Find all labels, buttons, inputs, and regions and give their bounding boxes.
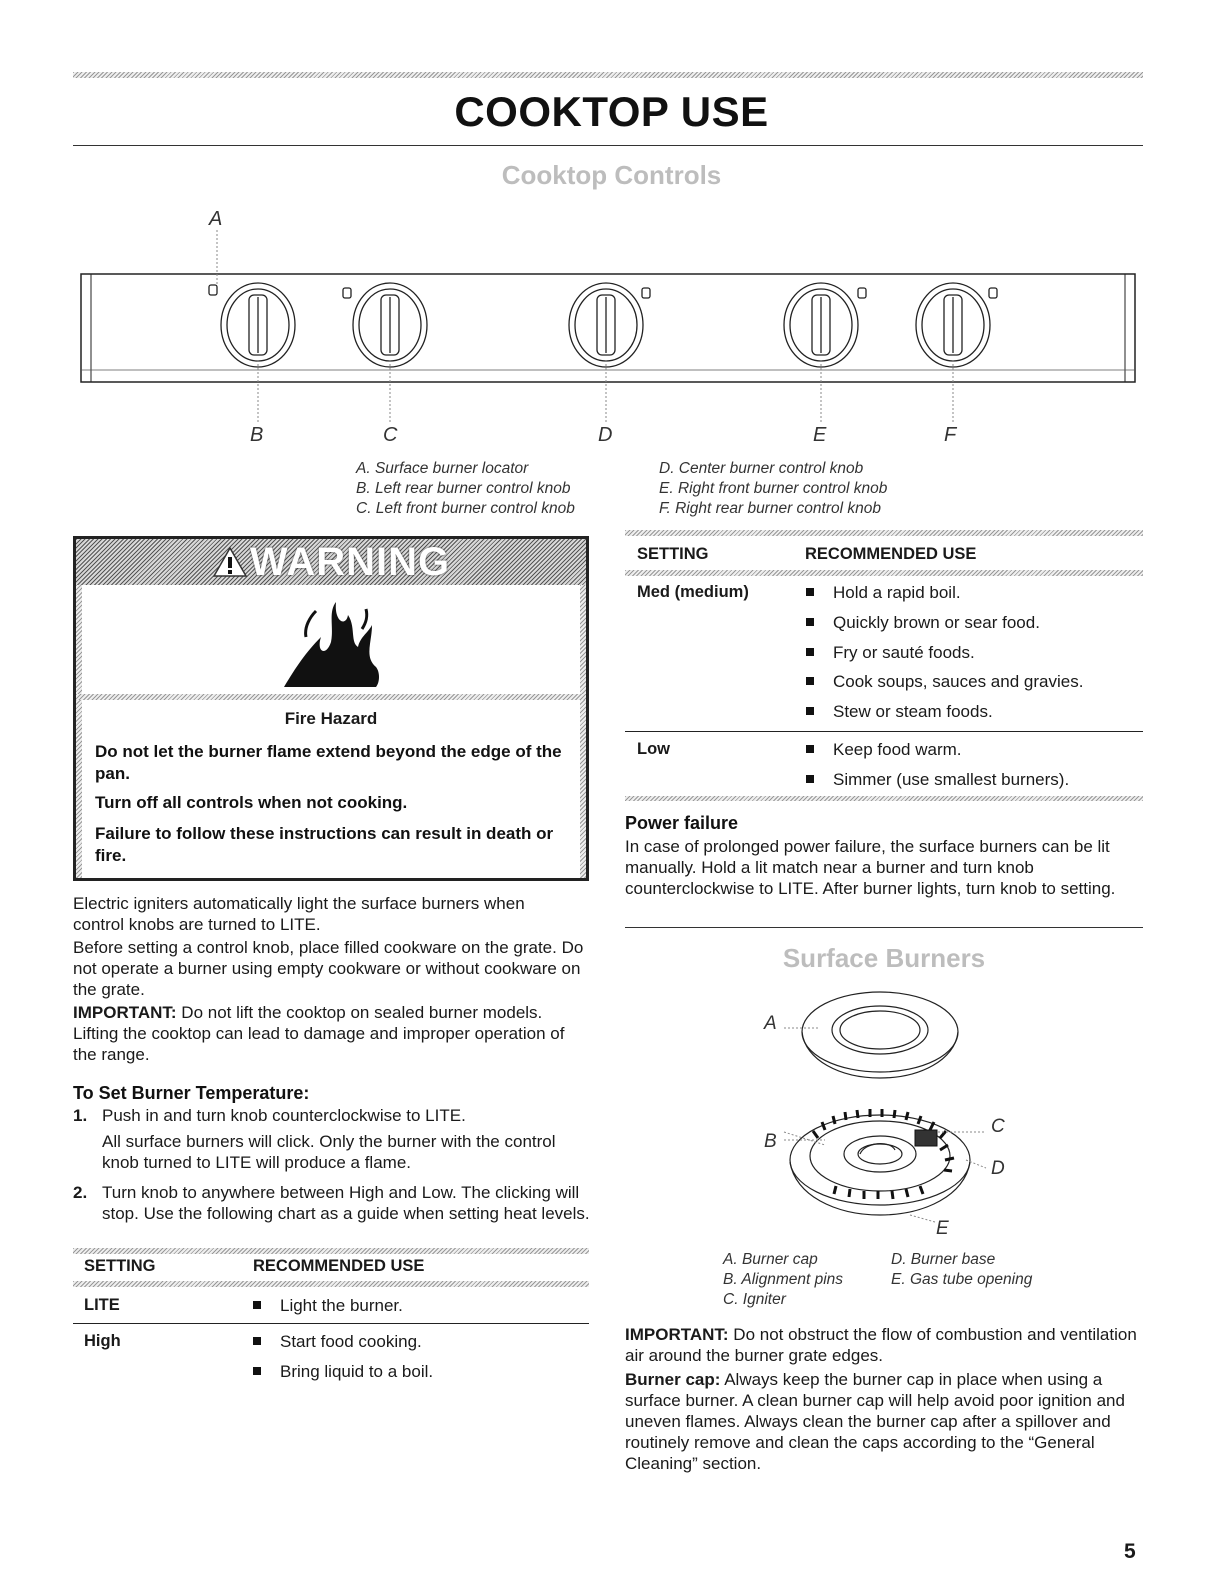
- step-2-text: Turn knob to anywhere between High and Low. The clicking will stop. Use the following chart as a guide when setting heat levels.: [102, 1183, 590, 1223]
- knob-c: [343, 283, 427, 367]
- knob-d: [569, 283, 650, 367]
- burner-label-b: B: [764, 1131, 777, 1152]
- igniter-drawing: [915, 1130, 937, 1146]
- cooktop-controls-title: Cooktop Controls: [501, 160, 722, 190]
- controls-legend-left: A. Surface burner locator B. Left rear burner control knob C. Left front burner control knob: [356, 460, 575, 517]
- left-table-top-rule: [73, 1248, 589, 1254]
- step-1-number: 1.: [73, 1106, 88, 1125]
- surface-burners-title: Surface Burners: [782, 943, 986, 973]
- left-table-header-use: RECOMMENDED USE: [253, 1257, 425, 1275]
- power-failure-heading: Power failure: [625, 813, 739, 833]
- important-note-1: IMPORTANT: Do not lift the cooktop on sealed burner models. Lifting the cooktop can lead to damage and improper operation of the range.: [73, 1003, 565, 1064]
- important-note-2: IMPORTANT: Do not obstruct the flow of combustion and ventilation air around the burner grate edges.: [625, 1325, 1137, 1365]
- page-number: 5: [1124, 1540, 1136, 1563]
- warning-divider: [76, 694, 586, 700]
- bullet-icon: [253, 1367, 261, 1375]
- knob-f: [916, 283, 997, 367]
- right-table-row-divider: [625, 731, 1143, 732]
- step-2-number: 2.: [73, 1183, 88, 1202]
- label-d: D: [598, 424, 613, 446]
- left-table-row-divider: [73, 1323, 589, 1324]
- bullet-icon: [253, 1337, 261, 1345]
- bullet-icon: [806, 677, 814, 685]
- bullet-icon: [806, 618, 814, 626]
- right-table-setting-med: Med (medium): [637, 583, 749, 601]
- page-title: COOKTOP USE: [454, 88, 769, 135]
- burner-label-c: C: [991, 1116, 1005, 1137]
- set-temp-heading: To Set Burner Temperature:: [73, 1083, 310, 1103]
- burner-illustration: [740, 990, 1040, 1240]
- warning-side-left: [76, 585, 82, 878]
- left-table-setting-high: High: [84, 1332, 121, 1350]
- warning-line-3: Failure to follow these instructions can result in death or fire.: [95, 824, 554, 865]
- label-e: E: [813, 424, 827, 446]
- bullet-icon: [806, 707, 814, 715]
- step-1-note: All surface burners will click. Only the burner with the control knob turned to LITE will produce a flame.: [102, 1132, 556, 1172]
- burner-base-drawing: [790, 1115, 970, 1215]
- bullet-icon: [806, 745, 814, 753]
- right-table-top-rule: [625, 530, 1143, 536]
- top-rule: [73, 72, 1143, 78]
- warning-line-2: Turn off all controls when not cooking.: [95, 793, 408, 812]
- title-underline: [73, 145, 1143, 146]
- burner-cap-note: Burner cap: Always keep the burner cap in place when using a surface burner. A clean burner cap will help avoid poor ignition and uneven flames. Always clean the burner cap after a spillover and routinely remove and clean the caps according to the “General Cleaning” section.: [625, 1370, 1125, 1473]
- right-table-bottom-rule: [625, 796, 1143, 801]
- right-table-setting-low: Low: [637, 740, 670, 758]
- left-table-header-rule: [73, 1281, 589, 1287]
- step-1-text: Push in and turn knob counterclockwise to LITE.: [102, 1106, 466, 1125]
- burner-teeth: [813, 1109, 954, 1199]
- fire-icon: [276, 597, 386, 689]
- bullet-icon: [806, 648, 814, 656]
- bullet-icon: [806, 588, 814, 596]
- right-table-header-setting: SETTING: [637, 545, 709, 563]
- left-table-setting-lite: LITE: [84, 1296, 120, 1314]
- burners-legend-right: D. Burner base E. Gas tube opening: [891, 1251, 1033, 1288]
- controls-legend-right: D. Center burner control knob E. Right front burner control knob F. Right rear burner control knob: [659, 460, 888, 517]
- knob-b: [209, 283, 295, 367]
- burner-label-a: A: [764, 1013, 777, 1034]
- warning-title: WARNING: [249, 539, 451, 584]
- label-b: B: [250, 424, 264, 446]
- warning-hazard: Fire Hazard: [284, 709, 378, 728]
- burner-label-e: E: [936, 1218, 949, 1239]
- bullet-icon: [253, 1301, 261, 1309]
- warning-title-row: [76, 539, 586, 585]
- label-c: C: [383, 424, 398, 446]
- burner-cap-drawing: [802, 992, 958, 1078]
- warning-line-1: Do not let the burner flame extend beyond the edge of the pan.: [95, 742, 562, 783]
- left-table-header-setting: SETTING: [84, 1257, 156, 1275]
- intro-paragraph-1: Electric igniters automatically light the surface burners when control knobs are turned to LITE.: [73, 894, 525, 934]
- label-a: A: [209, 208, 223, 230]
- bullet-icon: [806, 775, 814, 783]
- right-table-header-rule: [625, 570, 1143, 576]
- label-f: F: [944, 424, 957, 446]
- warning-box: [73, 536, 589, 881]
- power-failure-rule: [625, 927, 1143, 928]
- knob-e: [784, 283, 866, 367]
- control-panel-illustration: [73, 200, 1148, 450]
- warning-triangle-icon: [212, 546, 248, 578]
- power-failure-text: In case of prolonged power failure, the surface burners can be lit manually. Hold a lit match near a burner and turn knob counterclockwise to LITE. After burner lights, turn knob to setting.: [625, 837, 1116, 898]
- burner-label-d: D: [991, 1158, 1005, 1179]
- warning-side-right: [580, 585, 586, 878]
- burners-legend-left: A. Burner cap B. Alignment pins C. Igniter: [723, 1251, 844, 1308]
- intro-paragraph-2: Before setting a control knob, place filled cookware on the grate. Do not operate a burner using empty cookware or without cookware on the grate.: [73, 938, 584, 999]
- right-table-header-use: RECOMMENDED USE: [805, 545, 977, 563]
